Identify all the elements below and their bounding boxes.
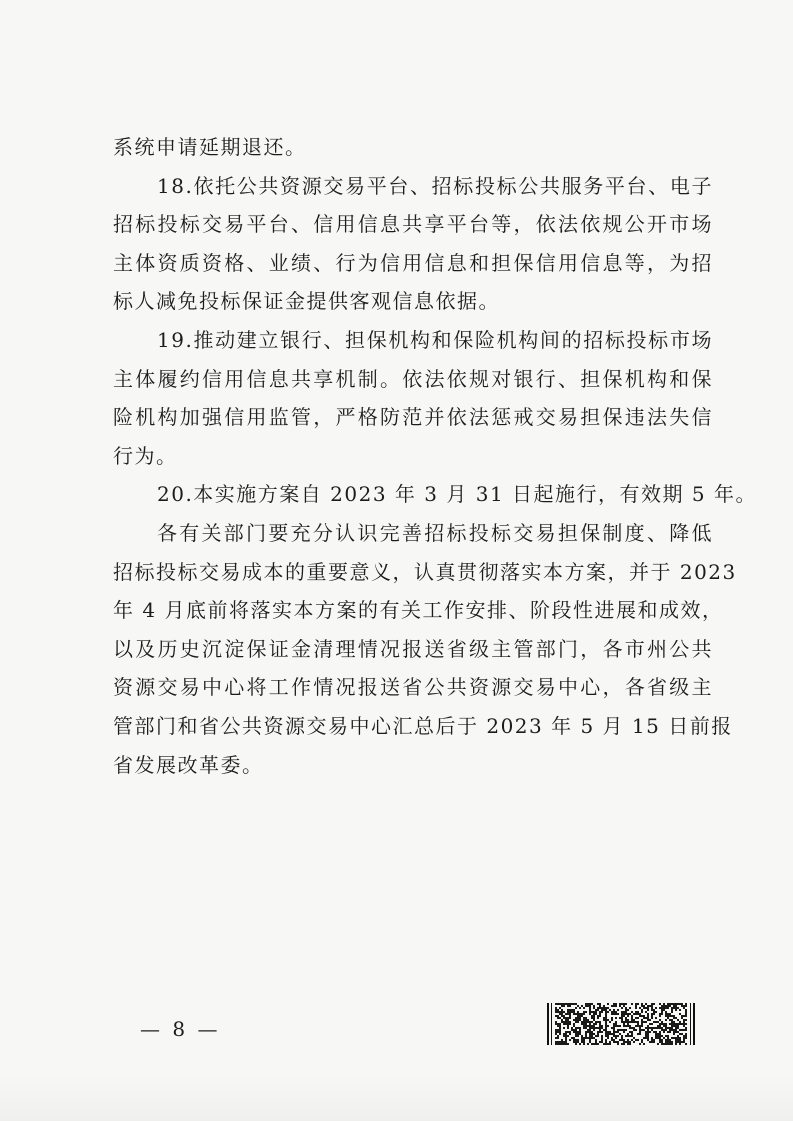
text-line: 省发展改革委。 — [113, 752, 264, 777]
scan-edge-shadow — [0, 1075, 793, 1121]
text-line: 以及历史沉淀保证金清理情况报送省级主管部门，各市州公共 — [113, 636, 713, 661]
text-line: 资源交易中心将工作情况报送省公共资源交易中心，各省级主 — [113, 675, 713, 700]
document-body — [113, 128, 757, 784]
text-line: 招标投标交易平台、信用信息共享平台等，依法依规公开市场 — [113, 212, 713, 237]
text-line: 主体资质资格、业绩、行为信用信息和担保信用信息等，为招 — [113, 250, 713, 275]
text-line: 各有关部门要充分认识完善招标投标交易担保制度、降低 — [157, 520, 713, 545]
text-line: 标人减免投标保证金提供客观信息依据。 — [113, 289, 500, 314]
page-number: — 8 — — [140, 1017, 221, 1041]
text-line: 主体履约信用信息共享机制。依法依规对银行、担保机构和保 — [113, 366, 713, 391]
text-line: 招标投标交易成本的重要意义，认真贯彻落实本方案，并于 2023 — [113, 559, 737, 584]
text-line: 年 4 月底前将落实本方案的有关工作安排、阶段性进展和成效， — [113, 598, 724, 623]
text-line: 20.本实施方案自 2023 年 3 月 31 日起施行，有效期 5 年。 — [157, 482, 757, 507]
text-line: 19.推动建立银行、担保机构和保险机构间的招标投标市场 — [157, 327, 713, 352]
text-line: 18.依托公共资源交易平台、招标投标公共服务平台、电子 — [157, 173, 713, 198]
text-line: 险机构加强信用监管，严格防范并依法惩戒交易担保违法失信 — [113, 405, 713, 430]
barcode-image — [547, 1003, 695, 1045]
text-line: 系统申请延期退还。 — [113, 135, 307, 159]
text-line: 管部门和省公共资源交易中心汇总后于 2023 年 5 月 15 日前报 — [113, 713, 733, 738]
text-line: 行为。 — [113, 443, 178, 468]
